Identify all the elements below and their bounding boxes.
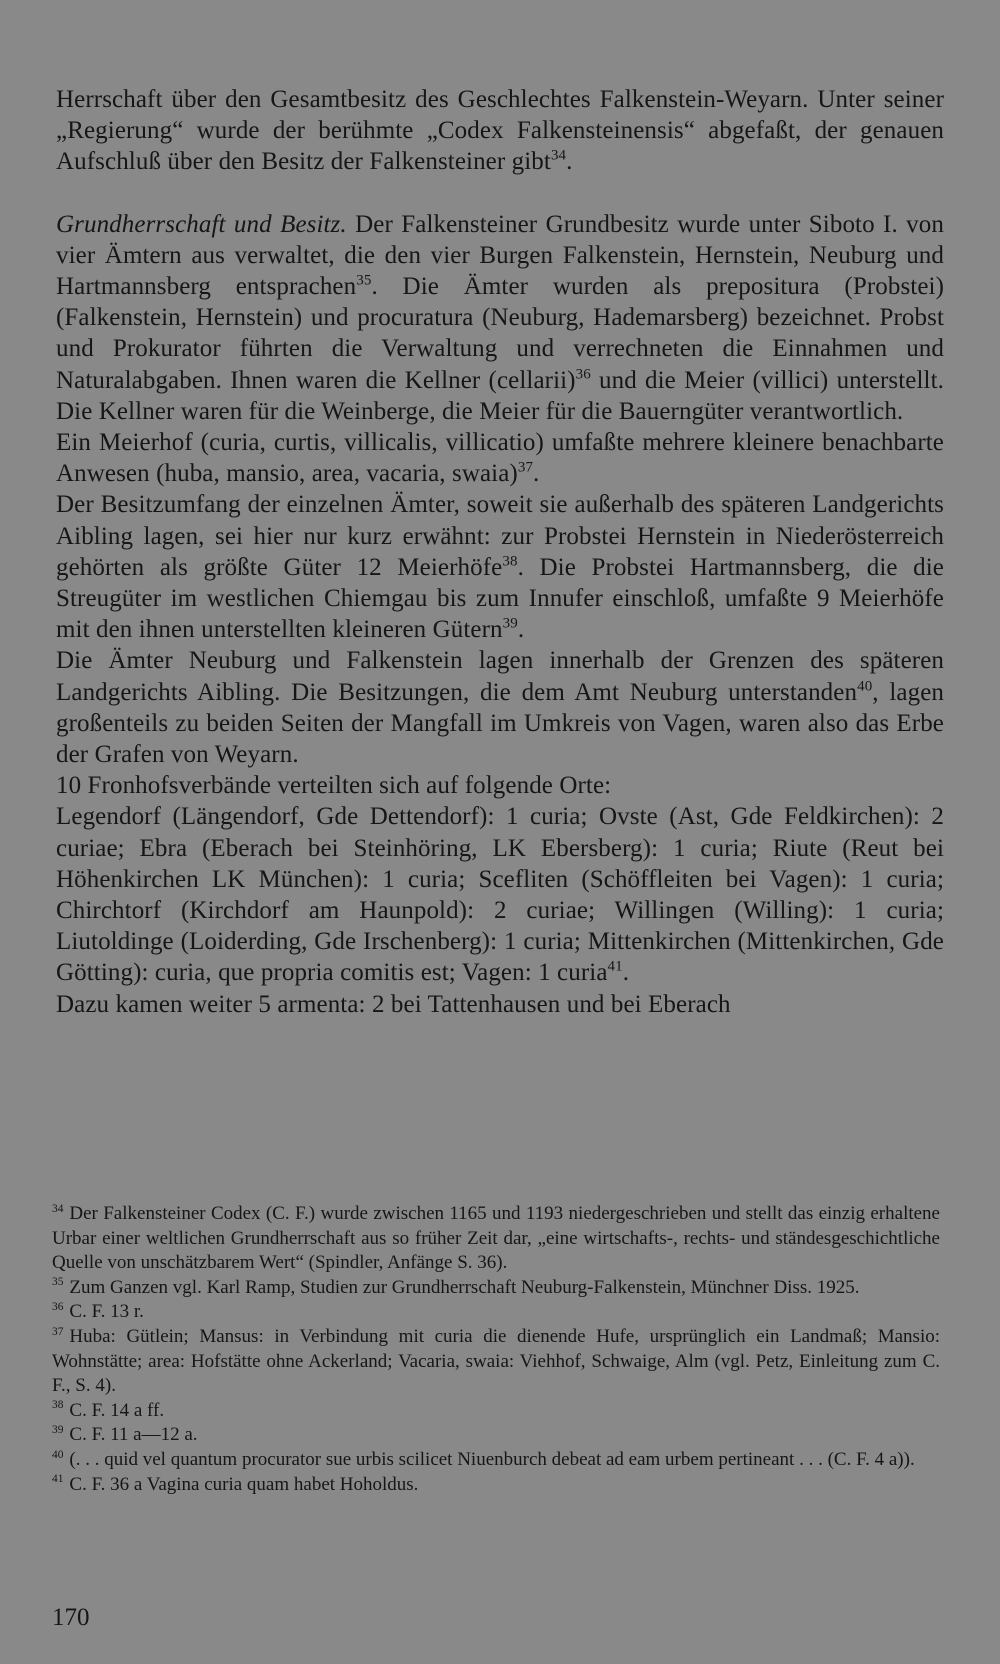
section-heading: Grundherrschaft und Besitz. xyxy=(56,210,347,238)
footnote-ref[interactable]: 39 xyxy=(502,615,518,632)
paragraph: Legendorf (Längendorf, Gde Dettendorf): 1 curia; Ovste (Ast, Gde Feldkirchen): 2 curiae; Ebra (Eberach bei Steinhöring, LK Ebersberg): 1 curia; Riute (Reut bei Höhenkirchen LK München): 1 curia; Scefliten (Schöffleiten bei Vagen): 1 curia; Chirchtorf (Kirchdorf am Haunpold): 2 curiae; Willingen (Willing): 1 curia; Liutoldinge (Loiderding, Gde Irschenberg): 1 curia; Mittenkirchen (Mittenkirchen, Gde Götting): curia, que propria comitis est; Vagen: 1 curia$^{41}$. xyxy=(56,803,944,987)
footnote: $^{35}$ Zum Ganzen vgl. Karl Ramp, Studien zur Grundherrschaft Neuburg-Falkenstein, Münchner Diss. 1925. xyxy=(52,1276,860,1298)
footnote-number: 40 xyxy=(52,1448,64,1461)
footnote-ref[interactable]: 35 xyxy=(356,272,372,289)
footnote: $^{36}$ C. F. 13 r. xyxy=(52,1301,144,1323)
paragraph: Grundherrschaft und Besitz. Der Falkensteiner Grundbesitz wurde unter Siboto I. von vier Ämtern aus verwaltet, die den vier Burgen Falkenstein, Hernstein, Neuburg und Hartmannsberg entsprachen$^{35}$. Die Ämter wurden als prepositura (Probstei) (Falkenstein, Hernstein) und procuratura (Neuburg, Hademarsberg) bezeichnet. Probst und Prokurator führten die Verwaltung und verrechneten die Einnahmen und Naturalabgaben. Ihnen waren die Kellner (cellarii)$^{36}$ und die Meier (villici) unterstellt. Die Kellner waren für die Weinberge, die Meier für die Bauerngüter verantwortlich. xyxy=(56,210,945,425)
paragraph: Ein Meierhof (curia, curtis, villicalis, villicatio) umfaßte mehrere kleinere benachbarte Anwesen (huba, mansio, area, vacaria, swaia)$^{37}$. xyxy=(56,429,944,488)
footnote-number: 35 xyxy=(52,1276,64,1289)
paragraph: Herrschaft über den Gesamtbesitz des Geschlechtes Falkenstein-Weyarn. Unter seiner „Regierung“ wurde der berühmte „Codex Falkensteinensis“ abgefaßt, der genauen Aufschluß über den Besitz der Falkensteiner gibt$^{34}$. xyxy=(56,86,944,176)
footnote-ref[interactable]: 40 xyxy=(857,678,873,695)
footnote: $^{40}$ (. . . quid vel quantum procurator sue urbis scilicet Niuenburch debeat ad eam urbem pertineant . . . (C. F. 4 a)). xyxy=(52,1448,915,1470)
footnote-number: 39 xyxy=(52,1424,64,1437)
footnote: $^{41}$ C. F. 36 a Vagina curia quam habet Hoholdus. xyxy=(52,1473,419,1495)
footnote: $^{39}$ C. F. 11 a—12 a. xyxy=(52,1424,198,1446)
footnote-number: 38 xyxy=(52,1399,64,1412)
paragraph: Dazu kamen weiter 5 armenta: 2 bei Tattenhausen und bei Eberach xyxy=(56,990,731,1018)
footnote-ref[interactable]: 36 xyxy=(575,366,591,383)
footnote: $^{38}$ C. F. 14 a ff. xyxy=(52,1399,165,1421)
footnote: $^{37}$ Huba: Gütlein; Mansus: in Verbindung mit curia die dienende Hufe, ursprünglich ein Landmaß; Mansio: Wohnstätte; area: Hofstätte ohne Ackerland; Vacaria, swaia: Viehhof, Schwaige, Alm (vgl. Petz, Einleitung zum C. F., S. 4). xyxy=(52,1325,940,1397)
paragraph: 10 Fronhofsverbände verteilten sich auf folgende Orte: xyxy=(56,772,612,800)
footnote-number: 41 xyxy=(52,1473,64,1486)
footnotes xyxy=(52,1202,940,1497)
footnote-ref[interactable]: 38 xyxy=(502,553,518,570)
footnote-ref[interactable]: 41 xyxy=(607,959,623,976)
footnote: $^{34}$ Der Falkensteiner Codex (C. F.) wurde zwischen 1165 und 1193 niedergeschrieben und stellt das einzig erhaltene Urbar einer weltlichen Grundherrschaft aus so früher Zeit dar, „eine wirtschafts-, rechts- und ständesgeschichtliche Quelle von unschätzbarem Wert“ (Spindler, Anfänge S. 36). xyxy=(52,1202,940,1274)
footnote-number: 37 xyxy=(52,1325,64,1338)
footnote-ref[interactable]: 34 xyxy=(550,148,567,165)
footnote-number: 36 xyxy=(52,1301,64,1314)
footnote-number: 34 xyxy=(52,1202,64,1215)
body-text xyxy=(56,84,944,1020)
paragraph: Die Ämter Neuburg und Falkenstein lagen innerhalb der Grenzen des späteren Landgerichts Aibling. Die Besitzungen, die dem Amt Neuburg unterstanden$^{40}$, lagen großenteils zu beiden Seiten der Mangfall im Umkreis von Vagen, waren also das Erbe der Grafen von Weyarn. xyxy=(56,647,944,769)
footnote-ref[interactable]: 37 xyxy=(517,459,534,476)
page-number: 170 xyxy=(52,1604,90,1631)
paragraph: Der Besitzumfang der einzelnen Ämter, soweit sie außerhalb des späteren Landgerichts Aibling lagen, sei hier nur kurz erwähnt: zur Probstei Hernstein in Niederösterreich gehörten als größte Güter 12 Meierhöfe$^{38}$. Die Probstei Hartmannsberg, die die Streugüter im westlichen Chiemgau bis zum Innufer einschloß, umfaßte 9 Meierhöfe mit den ihnen unterstellten kleineren Gütern$^{39}$. xyxy=(56,491,944,644)
